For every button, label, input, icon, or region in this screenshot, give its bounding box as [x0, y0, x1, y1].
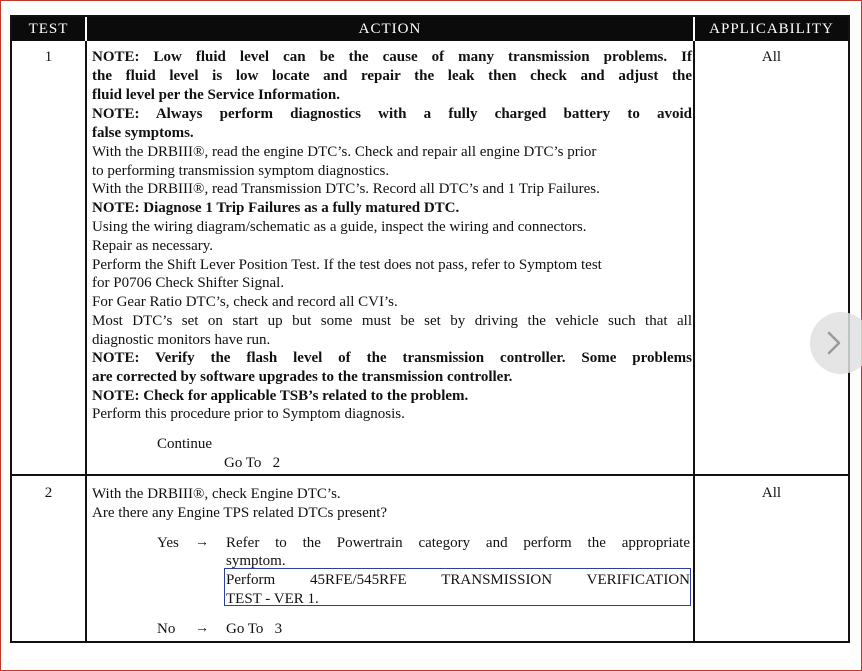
text-line: Repair as necessary.	[92, 238, 214, 254]
note-line: NOTE: Check for applicable TSB’s related to the problem.	[92, 388, 469, 404]
text-line: With the DRBIII®, read the engine DTC’s. Check and repair all engine DTC’s prior	[92, 144, 597, 160]
text-line: Perform the Shift Lever Position Test. If the test does not pass, refer to Symptom test	[92, 257, 602, 273]
arrow-icon: →	[195, 535, 209, 550]
diagnostic-table	[10, 15, 850, 643]
yes-action-line: symptom.	[226, 553, 286, 569]
goto-link[interactable]: Go To 3	[226, 621, 283, 637]
goto-link[interactable]: Go To 2	[224, 455, 281, 471]
yes-label: Yes	[157, 535, 179, 551]
yes-action-line: Refer to the Powertrain category and perform the appropriate	[226, 535, 690, 551]
column-divider	[693, 41, 695, 641]
column-divider	[85, 41, 87, 641]
note-line: NOTE: Diagnose 1 Trip Failures as a fully matured DTC.	[92, 200, 460, 216]
text-line: Most DTC’s set on start up but some must be set by driving the vehicle such that all	[92, 313, 692, 329]
test-number: 1	[44, 49, 53, 65]
header-test: TEST	[12, 17, 85, 41]
note-line: NOTE: Low fluid level can be the cause of many transmission problems. If	[92, 49, 692, 65]
text-line: Using the wiring diagram/schematic as a guide, inspect the wiring and connectors.	[92, 219, 587, 235]
text-line: Perform this procedure prior to Symptom diagnosis.	[92, 406, 405, 422]
continue-label: Continue	[157, 436, 212, 452]
note-line: false symptoms.	[92, 125, 194, 141]
chevron-right-icon	[824, 329, 844, 357]
applicability-value: All	[761, 485, 782, 501]
row-divider	[12, 474, 848, 476]
note-line: NOTE: Verify the flash level of the transmission controller. Some problems	[92, 350, 692, 366]
text-line: For Gear Ratio DTC’s, check and record all CVI’s.	[92, 294, 398, 310]
yes-action-line: Perform 45RFE/545RFE TRANSMISSION VERIFICATION	[226, 572, 690, 588]
text-line: With the DRBIII®, check Engine DTC’s.	[92, 486, 341, 502]
text-line: for P0706 Check Shifter Signal.	[92, 275, 285, 291]
no-label: No	[157, 621, 176, 637]
test-number: 2	[44, 485, 53, 501]
text-line: diagnostic monitors have run.	[92, 332, 271, 348]
header-applicability: APPLICABILITY	[695, 17, 848, 41]
note-line: are corrected by software upgrades to the transmission controller.	[92, 369, 513, 385]
yes-action-line: TEST - VER 1.	[226, 591, 319, 607]
applicability-value: All	[761, 49, 782, 65]
text-line: to performing transmission symptom diagnostics.	[92, 163, 390, 179]
note-line: the fluid level is low locate and repair the leak then check and adjust the	[92, 68, 692, 84]
text-line: With the DRBIII®, read Transmission DTC’s. Record all DTC’s and 1 Trip Failures.	[92, 181, 600, 197]
header-action: ACTION	[87, 17, 693, 41]
note-line: NOTE: Always perform diagnostics with a fully charged battery to avoid	[92, 106, 692, 122]
note-line: fluid level per the Service Information.	[92, 87, 341, 103]
text-line: Are there any Engine TPS related DTCs present?	[92, 505, 388, 521]
arrow-icon: →	[195, 621, 209, 636]
